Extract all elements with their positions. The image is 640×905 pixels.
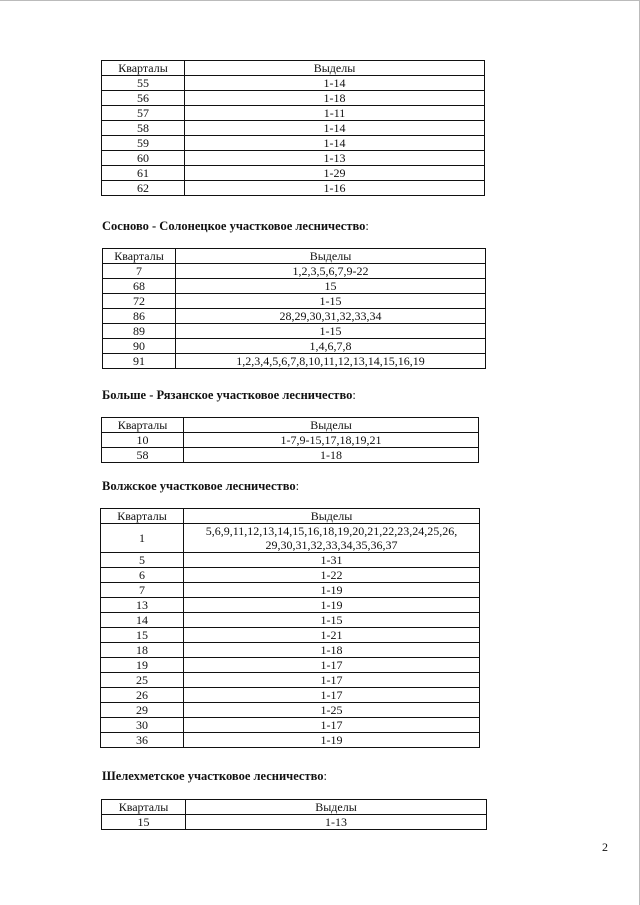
page-edge-top xyxy=(0,0,640,1)
cell-vydely: 1-7,9-15,17,18,19,21 xyxy=(184,433,479,448)
cell-vydely: 1-17 xyxy=(184,688,480,703)
cell-kvartal: 61 xyxy=(102,166,185,181)
cell-vydely: 1-25 xyxy=(184,703,480,718)
header-vydely: Выделы xyxy=(176,249,486,264)
table-row xyxy=(102,815,487,830)
cell-kvartal: 68 xyxy=(103,279,176,294)
cell-kvartal: 58 xyxy=(102,121,185,136)
table-row xyxy=(101,688,480,703)
header-vydely: Выделы xyxy=(185,61,485,76)
cell-vydely: 1-19 xyxy=(184,598,480,613)
cell-kvartal: 7 xyxy=(103,264,176,279)
heading-shelekhmetskoe xyxy=(102,769,327,784)
cell-vydely: 1,2,3,4,5,6,7,8,10,11,12,13,14,15,16,19 xyxy=(176,354,486,369)
cell-vydely: 1-18 xyxy=(184,448,479,463)
cell-kvartal: 1 xyxy=(101,524,184,553)
table-row xyxy=(102,136,485,151)
table-row xyxy=(101,553,480,568)
heading-bolshe-ryazanskoe xyxy=(102,388,356,403)
table-row xyxy=(101,718,480,733)
cell-vydely: 1-15 xyxy=(184,613,480,628)
cell-kvartal: 5 xyxy=(101,553,184,568)
cell-kvartal: 7 xyxy=(101,583,184,598)
cell-kvartal: 60 xyxy=(102,151,185,166)
header-kvartaly: Кварталы xyxy=(103,249,176,264)
header-kvartaly: Кварталы xyxy=(102,800,186,815)
cell-vydely: 1-14 xyxy=(185,76,485,91)
table-body xyxy=(102,418,479,463)
cell-kvartal: 36 xyxy=(101,733,184,748)
table-header-row xyxy=(103,249,486,264)
cell-kvartal: 19 xyxy=(101,658,184,673)
cell-vydely: 1-29 xyxy=(185,166,485,181)
cell-kvartal: 86 xyxy=(103,309,176,324)
table-row xyxy=(103,294,486,309)
cell-vydely: 1-18 xyxy=(184,643,480,658)
table-body xyxy=(101,509,480,748)
cell-vydely: 1-14 xyxy=(185,136,485,151)
cell-kvartal: 89 xyxy=(103,324,176,339)
cell-vydely: 5,6,9,11,12,13,14,15,16,18,19,20,21,22,23,24,25,26, 29,30,31,32,33,34,35,36,37 xyxy=(184,524,480,553)
cell-vydely: 1,4,6,7,8 xyxy=(176,339,486,354)
table-row xyxy=(102,181,485,196)
heading-colon: : xyxy=(295,479,300,493)
cell-kvartal: 91 xyxy=(103,354,176,369)
table-row xyxy=(102,106,485,121)
cell-vydely: 1-31 xyxy=(184,553,480,568)
cell-vydely: 1-17 xyxy=(184,658,480,673)
cell-kvartal: 14 xyxy=(101,613,184,628)
table-row xyxy=(103,324,486,339)
table-header-row xyxy=(101,509,480,524)
heading-text: Волжское участковое лесничество xyxy=(102,479,296,493)
table-row xyxy=(102,76,485,91)
cell-kvartal: 29 xyxy=(101,703,184,718)
table-row xyxy=(102,91,485,106)
cell-kvartal: 13 xyxy=(101,598,184,613)
table-body xyxy=(102,61,485,196)
table-kvartaly-1 xyxy=(101,60,485,196)
table-row xyxy=(102,121,485,136)
cell-vydely: 1-16 xyxy=(185,181,485,196)
cell-vydely: 28,29,30,31,32,33,34 xyxy=(176,309,486,324)
table-body xyxy=(103,249,486,369)
cell-vydely: 15 xyxy=(176,279,486,294)
page-number: 2 xyxy=(602,840,608,854)
cell-vydely: 1-15 xyxy=(176,294,486,309)
header-kvartaly: Кварталы xyxy=(101,509,184,524)
heading-text: Шелехметское участковое лесничество xyxy=(102,769,324,783)
cell-kvartal: 25 xyxy=(101,673,184,688)
cell-kvartal: 10 xyxy=(102,433,184,448)
table-row xyxy=(101,703,480,718)
table-row xyxy=(101,643,480,658)
table-row xyxy=(102,448,479,463)
table-header-row xyxy=(102,800,487,815)
cell-vydely: 1-17 xyxy=(184,718,480,733)
header-kvartaly: Кварталы xyxy=(102,61,185,76)
cell-kvartal: 58 xyxy=(102,448,184,463)
table-row xyxy=(101,524,480,553)
heading-colon: : xyxy=(365,219,369,233)
cell-kvartal: 55 xyxy=(102,76,185,91)
table-row xyxy=(101,568,480,583)
table-row xyxy=(102,151,485,166)
heading-text: Больше - Рязанское участковое лесничество xyxy=(102,388,353,402)
cell-kvartal: 72 xyxy=(103,294,176,309)
cell-kvartal: 56 xyxy=(102,91,185,106)
table-row xyxy=(102,166,485,181)
cell-kvartal: 26 xyxy=(101,688,184,703)
table-row xyxy=(103,279,486,294)
header-vydely: Выделы xyxy=(184,418,479,433)
table-row xyxy=(101,583,480,598)
table-row xyxy=(103,354,486,369)
cell-vydely: 1-21 xyxy=(184,628,480,643)
table-kvartaly-4 xyxy=(100,508,480,748)
table-row xyxy=(101,673,480,688)
table-row xyxy=(103,339,486,354)
heading-sosnovo-solonetskoe xyxy=(102,219,369,234)
table-kvartaly-3 xyxy=(101,417,479,463)
cell-vydely: 1-14 xyxy=(185,121,485,136)
header-kvartaly: Кварталы xyxy=(102,418,184,433)
table-body xyxy=(102,800,487,830)
table-row xyxy=(103,264,486,279)
header-vydely: Выделы xyxy=(184,509,480,524)
table-row xyxy=(101,613,480,628)
cell-vydely: 1-13 xyxy=(185,151,485,166)
cell-kvartal: 57 xyxy=(102,106,185,121)
cell-kvartal: 59 xyxy=(102,136,185,151)
cell-kvartal: 62 xyxy=(102,181,185,196)
heading-colon: : xyxy=(323,769,328,783)
cell-kvartal: 15 xyxy=(102,815,186,830)
cell-vydely: 1-18 xyxy=(185,91,485,106)
cell-vydely: 1-17 xyxy=(184,673,480,688)
cell-vydely: 1-22 xyxy=(184,568,480,583)
cell-vydely: 1-11 xyxy=(185,106,485,121)
table-row xyxy=(101,658,480,673)
heading-volzhskoe xyxy=(102,479,299,494)
cell-vydely: 1-19 xyxy=(184,733,480,748)
cell-kvartal: 6 xyxy=(101,568,184,583)
table-row xyxy=(101,598,480,613)
table-kvartaly-5 xyxy=(101,799,487,830)
table-header-row xyxy=(102,61,485,76)
cell-vydely: 1-15 xyxy=(176,324,486,339)
table-row xyxy=(102,433,479,448)
cell-vydely: 1-13 xyxy=(186,815,487,830)
heading-text: Сосново - Солонецкое участковое лесничество xyxy=(102,219,366,233)
table-kvartaly-2 xyxy=(102,248,486,369)
table-row xyxy=(101,733,480,748)
heading-colon: : xyxy=(352,388,356,402)
table-row xyxy=(101,628,480,643)
cell-kvartal: 18 xyxy=(101,643,184,658)
table-header-row xyxy=(102,418,479,433)
cell-kvartal: 15 xyxy=(101,628,184,643)
cell-vydely: 1,2,3,5,6,7,9-22 xyxy=(176,264,486,279)
cell-vydely: 1-19 xyxy=(184,583,480,598)
table-row xyxy=(103,309,486,324)
header-vydely: Выделы xyxy=(186,800,487,815)
cell-kvartal: 30 xyxy=(101,718,184,733)
cell-kvartal: 90 xyxy=(103,339,176,354)
